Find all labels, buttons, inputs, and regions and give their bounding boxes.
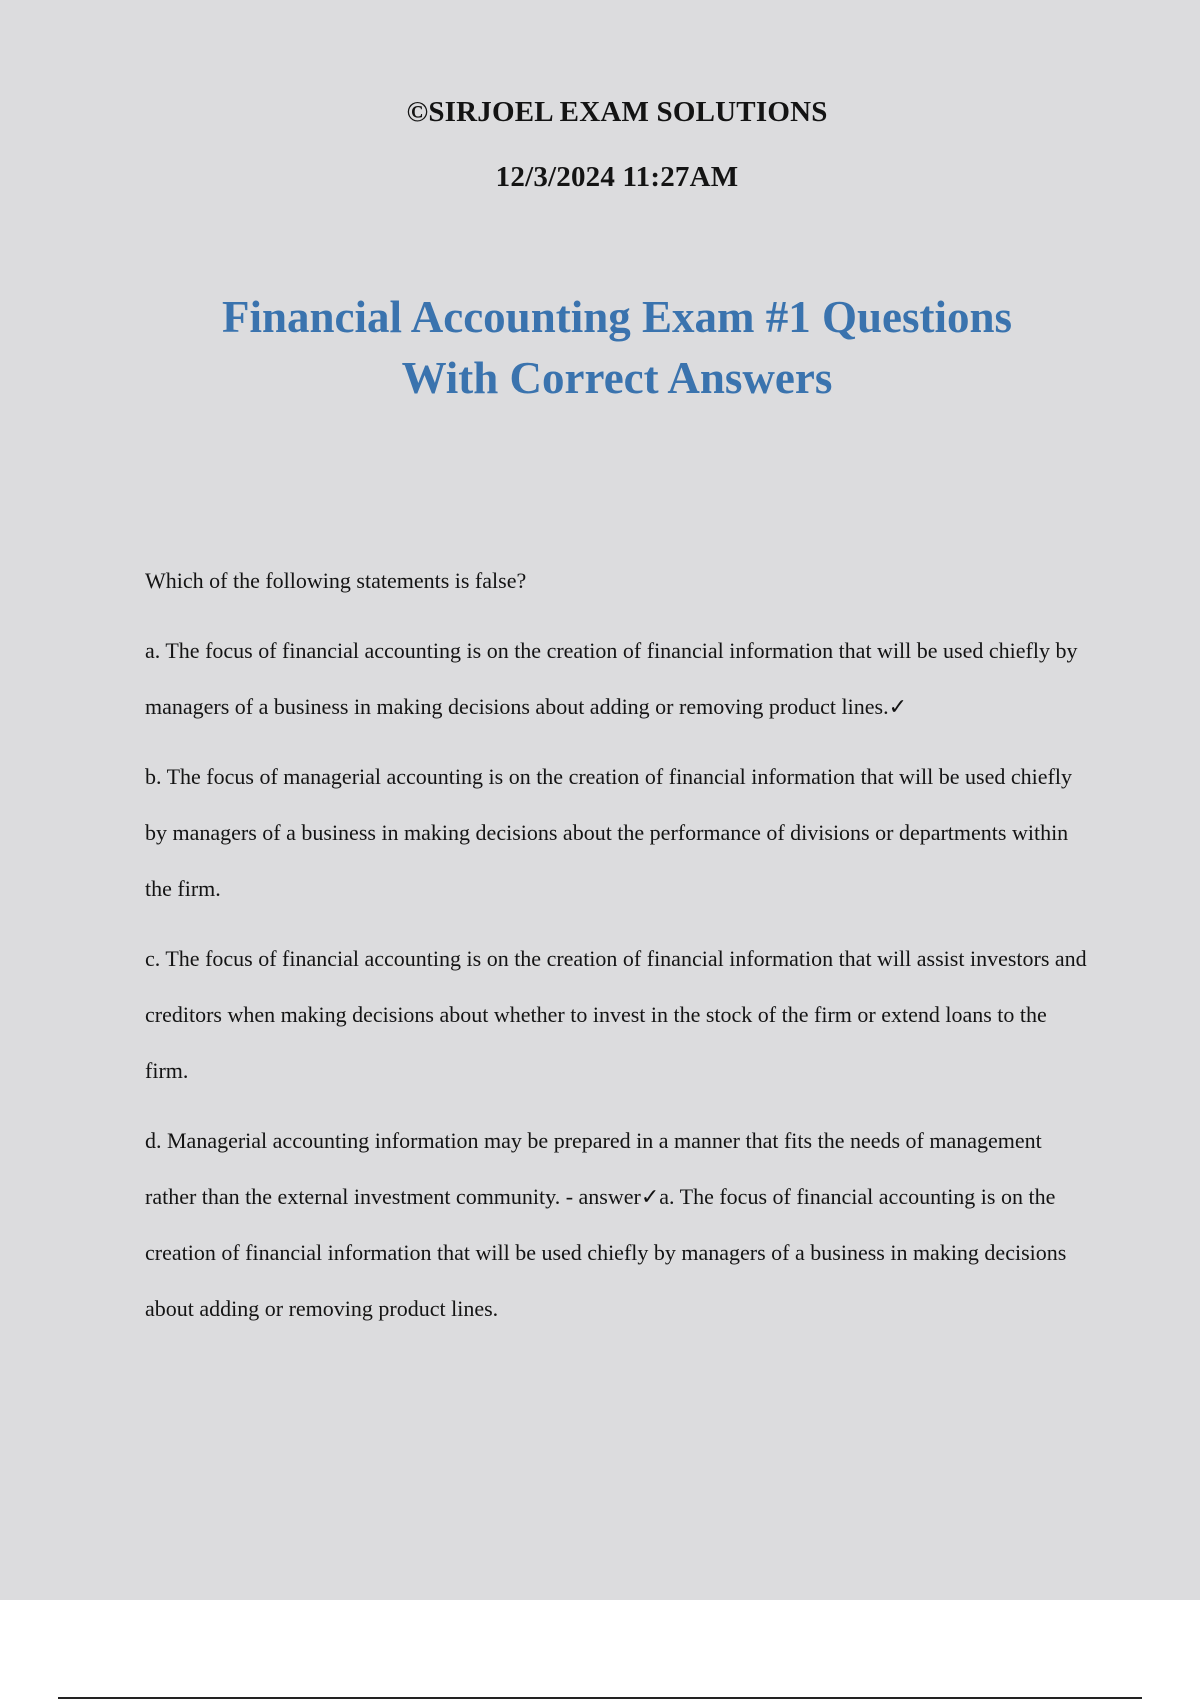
document-title-line-1: Financial Accounting Exam #1 Questions [221,292,1013,342]
footer-divider [58,1697,1142,1699]
document-datetime: 12/3/2024 11:27AM [495,161,739,193]
copyright-header: ©SIRJOEL EXAM SOLUTIONS [406,96,828,128]
answer-option-c: c. The focus of financial accounting is on the creation of financial information that will assist investors and creditors when making decisions about whether to invest in the stock of the firm or extend loans to the firm. [145,946,1087,1083]
answer-option-a: a. The focus of financial accounting is on the creation of financial information that will be used chiefly by managers of a business in making decisions about adding or removing product lines.✓ [145,638,1078,719]
answer-option-b: b. The focus of managerial accounting is on the creation of financial information that will be used chiefly by managers of a business in making decisions about the performance of divisions or departments within the firm. [145,764,1072,901]
question-prompt: Which of the following statements is false? [145,568,527,593]
document-title [0,287,1200,409]
answer-option-d-with-answer: d. Managerial accounting information may be prepared in a manner that fits the needs of management rather than the external investment community. - answer✓a. The focus of financial accounting is on the creation of financial information that will be used chiefly by managers of a business in making decisions about adding or removing product lines. [145,1128,1067,1321]
question-block [145,553,1095,1337]
document-title-line-2: With Correct Answers [401,353,833,403]
